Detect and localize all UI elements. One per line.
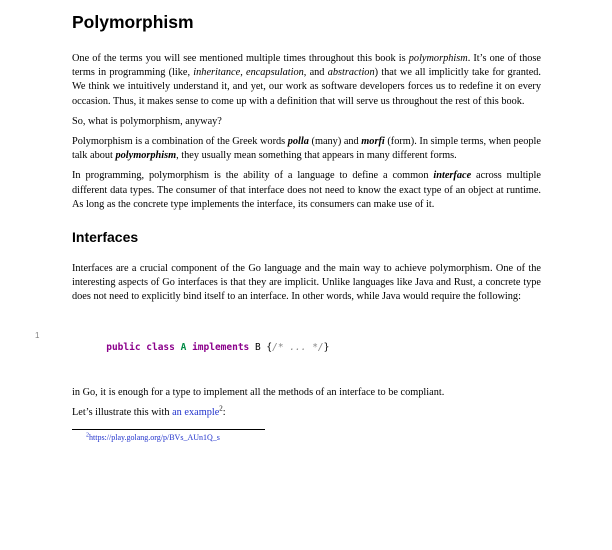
text-segment: (many) and [308,136,362,148]
text-segment: One of the terms you will see mentioned multiple times throughout this book is [72,53,409,64]
text-segment: inheritance [193,67,241,79]
code-line-number: 1 [35,331,40,341]
paragraph-interfaces-intro [72,262,541,305]
paragraph-programming [72,169,541,212]
text-segment: : [222,406,226,418]
text-segment: morfi [361,136,385,148]
text-segment: Polymorphism is a combination of the Greek words [72,136,288,148]
text-segment: encapsulation [246,67,304,79]
text-segment: , and [303,67,328,79]
text-segment: ) that we all implicitly take for granted. We think we intuitively understand it, and yet, our work as software developers forces us to redefine it on every occasion. Thus, it makes sense to come up with a definition that will serve us throughout the rest of this book. [72,67,541,107]
code-line [106,342,329,353]
superscript-marker: 2 [219,404,223,413]
text-segment: } [323,341,330,353]
paragraph-example-lead [72,406,541,420]
text-segment: /* ... */ [272,341,324,353]
text-segment: So, what is polymorphism, anyway? [72,115,222,127]
text-segment: across multiple different data types. The consumer of that interface does not need to know the exact type of an object at runtime. As long as the concrete type implements the interface, its consumers can make use of it. [72,170,541,210]
text-segment: Interfaces are a crucial component of the Go language and the main way to achieve polymorphism. One of the interesting aspects of Go interfaces is that they are implicit. Unlike languages like Java and Rust, a concrete type does not need to explicitly bind itself to an interface. In other words, while Java would require the following: [72,263,541,303]
footnote [72,433,541,443]
footnote-divider [72,429,265,430]
text-segment: B { [249,341,273,353]
text-segment: implements [192,341,250,353]
paragraph-greek [72,135,541,163]
text-segment: . It’s one of those terms in programming (like, [72,53,541,79]
text-segment: A [180,341,187,353]
text-segment: polymorphism [408,53,468,64]
paragraph-go-compliance [72,386,541,400]
chapter-title: Polymorphism [72,12,194,32]
text-segment: polla [287,136,309,148]
code-block [35,327,541,369]
text-segment: , they usually mean something that appears in many different forms. [176,150,457,162]
footnote-marker: 2 [86,432,89,439]
text-segment: Let’s illustrate this with [72,406,173,418]
text-segment: in Go, it is enough for a type to implement all the methods of an interface to be compliant. [72,386,445,398]
footnote-link[interactable]: https://play.golang.org/p/BVs_AUn1Q_s [89,433,220,443]
paragraph-intro [72,52,541,109]
inline-link[interactable]: an example [172,406,220,418]
paragraph-question [72,115,541,129]
text-segment: abstraction [327,67,375,79]
text-segment: , [240,67,246,79]
text-segment: (form). In simple terms, when people talk about [72,136,541,162]
text-segment: polymorphism [115,150,177,162]
text-segment: In programming, polymorphism is the ability of a language to define a common [72,170,434,182]
section-title: Interfaces [72,229,139,246]
text-segment: public class [106,341,175,353]
text-segment: interface [433,170,472,182]
